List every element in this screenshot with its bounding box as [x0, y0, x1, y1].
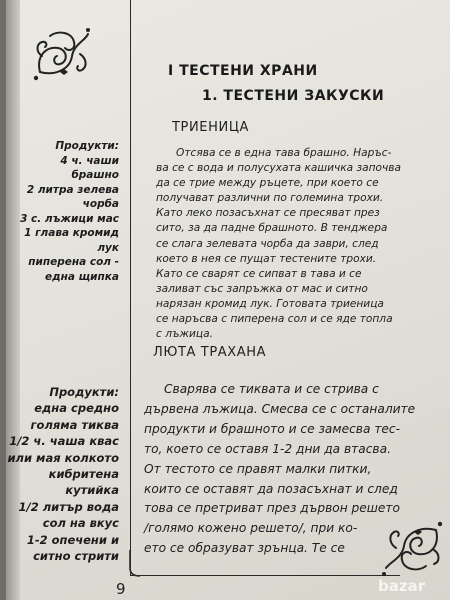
body-line: ето се образуват зрънца. Те се	[144, 541, 345, 556]
body-line: /голямо кожено решето/, при ко-	[144, 521, 358, 536]
ingredient-line: една щипка	[44, 270, 119, 283]
ingredient-line: 1-2 опечени и	[26, 532, 119, 547]
body-line: сито, за да падне брашното. В тенджера	[156, 222, 388, 235]
ingredients-list	[20, 139, 119, 284]
ingredient-line: кибритена	[48, 467, 119, 482]
body-line: заливат със запръжка от мас и ситно	[156, 282, 368, 295]
recipe-title: ЛЮТА ТРАХАНА	[153, 345, 267, 360]
ingredient-line: 2 литра зелева	[26, 183, 119, 196]
body-line: ва се с вода и полусухата кашичка започва	[156, 162, 402, 175]
ingredient-line: ситно стрити	[33, 549, 119, 564]
ingredient-line: Продукти:	[55, 140, 119, 152]
body-line: От тестото се правят малки питки,	[144, 461, 372, 476]
body-line: това се претриват през дървон решето	[144, 501, 400, 516]
ingredient-line: 1/2 ч. чаша квас	[9, 434, 119, 449]
watermark-logo	[376, 572, 446, 598]
ingredient-line: една средно	[34, 401, 119, 416]
body-line: Като се сварят се сипват в тава и се	[156, 267, 362, 280]
ingredients-list	[8, 384, 120, 564]
body-line: Като леко позасъхнат се пресяват през	[156, 207, 380, 220]
page-number: 9	[116, 580, 126, 598]
ingredient-line: лук	[97, 241, 119, 254]
ingredient-line: 3 с. лъжици мас	[20, 212, 119, 225]
sidebar-divider-line	[130, 0, 131, 575]
body-line: то, което се оставя 1-2 дни да втасва.	[144, 441, 391, 456]
ingredient-line: сол на вкус	[42, 516, 119, 531]
ingredient-line: брашно	[71, 169, 119, 181]
body-line: Отсява се в една тава брашно. Наръс-	[176, 147, 392, 159]
body-line: Сварява се тиквата и се стрива с	[164, 382, 379, 396]
chapter-title: I ТЕСТЕНИ ХРАНИ	[168, 63, 318, 79]
recipe-body	[156, 146, 450, 342]
ingredient-line: 1/2 литър вода	[18, 499, 119, 514]
watermark-text: bazar	[378, 577, 426, 595]
ingredient-line: кутийка	[65, 483, 119, 498]
body-line: нарязан кромид лук. Готовата триеница	[156, 297, 384, 310]
body-line: което в нея се пущат тестените трохи.	[156, 252, 377, 265]
section-title: 1. ТЕСТЕНИ ЗАКУСКИ	[202, 88, 385, 104]
body-line: които се оставят да позасъхнат и след	[144, 481, 398, 496]
ingredient-line: 4 ч. чаши	[60, 154, 119, 167]
body-line: се наръсва с пиперена сол и се яде топла	[156, 313, 393, 326]
divider-corner-curve	[124, 550, 144, 580]
body-line: се слага зелевата чорба да заври, след	[156, 237, 379, 250]
body-line: дървена лъжица. Смесва се с останалите	[144, 401, 416, 416]
body-line: продукти и брашното и се замесва тес-	[144, 421, 401, 436]
book-page	[6, 0, 450, 600]
ingredient-line: Продукти:	[49, 385, 119, 399]
ingredient-line: пиперена сол -	[28, 256, 119, 268]
body-line: да се трие между ръцете, при което се	[156, 177, 379, 190]
recipe-title: ТРИЕНИЦА	[172, 120, 250, 135]
ingredient-line: или мая колкото	[7, 450, 119, 465]
recipe-body	[144, 380, 444, 559]
corner-flourish-icon	[32, 26, 92, 82]
ingredient-line: 1 глава кромид	[24, 227, 119, 239]
ingredient-line: чорба	[82, 198, 119, 210]
body-line: с лъжица.	[156, 328, 213, 341]
bottom-divider-line	[130, 575, 400, 576]
body-line: получават различни по големина трохи.	[156, 192, 384, 205]
ingredient-line: голяма тиква	[30, 417, 119, 432]
